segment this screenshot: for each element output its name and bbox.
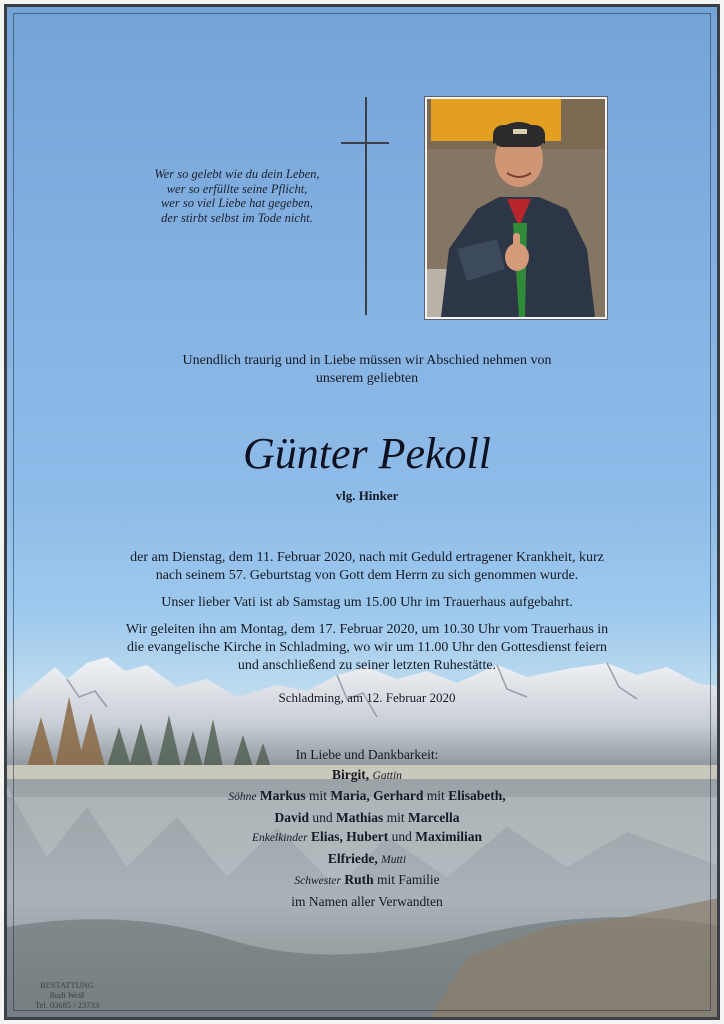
family-name: Elias,: [310, 829, 343, 844]
family-connector: mit Familie: [377, 872, 440, 887]
family-heading: In Liebe und Dankbarkeit:: [295, 747, 439, 762]
family-role: Söhne: [228, 791, 257, 803]
paragraph: der am Dienstag, dem 11. Februar 2020, nach mit Geduld ertragener Krankheit, kurz nach seinem 57. Geburtstag von Gott dem Herrn zu sich genommen wurde.: [130, 550, 604, 583]
family-role: Schwester: [294, 875, 341, 887]
portrait-image: [427, 99, 605, 317]
poem-line: der stirbt selbst im Tode nicht.: [161, 210, 313, 225]
cross-icon: [365, 97, 367, 315]
paragraph: Unser lieber Vati ist ab Samstag um 15.00 Uhr im Trauerhaus aufgebahrt.: [161, 595, 573, 610]
paragraph: Wir geleiten ihn am Montag, dem 17. Februar 2020, um 10.30 Uhr vom Trauerhaus in die evangelische Kirche in Schladming, wo wir um 11.00 Uhr den Gottesdienst feiern und anschließend zu seiner letzten Ruhestätte.: [125, 622, 609, 673]
place-and-date: Schladming, am 12. Februar 2020: [278, 690, 456, 705]
memorial-poem: [127, 167, 347, 225]
family-connector: mit: [386, 809, 405, 825]
family-name: Marcella: [408, 809, 460, 825]
family-name: Maximilian: [415, 829, 482, 844]
funeral-home-line: BESTATTUNG: [39, 980, 95, 990]
funeral-home-line: Tel. 03685 / 23733: [34, 1000, 100, 1010]
family-row-grandchildren: [117, 827, 617, 849]
family-name: Markus: [259, 788, 306, 803]
family-connector: mit: [426, 788, 445, 803]
family-row-sister: [117, 870, 617, 892]
family-row-wife: [117, 765, 617, 787]
family-name: Birgit,: [332, 766, 370, 782]
funeral-home-line: Rudi Weiß: [49, 990, 85, 1000]
poem-line: Wer so gelebt wie du dein Leben,: [154, 167, 320, 181]
deceased-name: Günter Pekoll: [242, 429, 492, 478]
family-connector: und: [312, 809, 333, 825]
deceased-alias: vlg. Hinker: [335, 488, 399, 503]
family-closing: im Namen aller Verwandten: [291, 893, 443, 909]
announcement-text: [117, 549, 617, 684]
funeral-home-imprint: [25, 980, 109, 1010]
family-role: Gattin: [372, 769, 402, 782]
obituary-card: [4, 4, 720, 1020]
portrait-photo: [425, 97, 607, 319]
cross-icon-bar: [341, 142, 389, 144]
family-connector: mit: [309, 788, 328, 803]
family-name: Maria,: [330, 788, 370, 803]
family-list: [117, 745, 617, 911]
family-name: Elisabeth,: [448, 788, 506, 803]
poem-line: wer so viel Liebe hat gegeben,: [160, 196, 314, 210]
intro-line: unserem geliebten: [315, 371, 419, 386]
intro-text: [107, 352, 627, 388]
family-name: David: [274, 809, 309, 825]
intro-line: Unendlich traurig und in Liebe müssen wir Abschied nehmen von: [182, 353, 552, 368]
family-name: Gerhard: [373, 788, 424, 803]
family-row-sons-2: [117, 808, 617, 828]
family-connector: und: [391, 829, 412, 844]
family-name: Elfriede,: [327, 850, 378, 866]
family-name: Mathias: [336, 809, 384, 825]
family-role: Enkelkinder: [252, 832, 308, 844]
family-row-sons: [117, 786, 617, 808]
family-name: Ruth: [344, 872, 374, 887]
family-row-mother: [117, 849, 617, 871]
family-name: Hubert: [346, 829, 389, 844]
poem-line: wer so erfüllte seine Pflicht,: [166, 181, 308, 196]
family-role: Mutti: [381, 853, 407, 866]
